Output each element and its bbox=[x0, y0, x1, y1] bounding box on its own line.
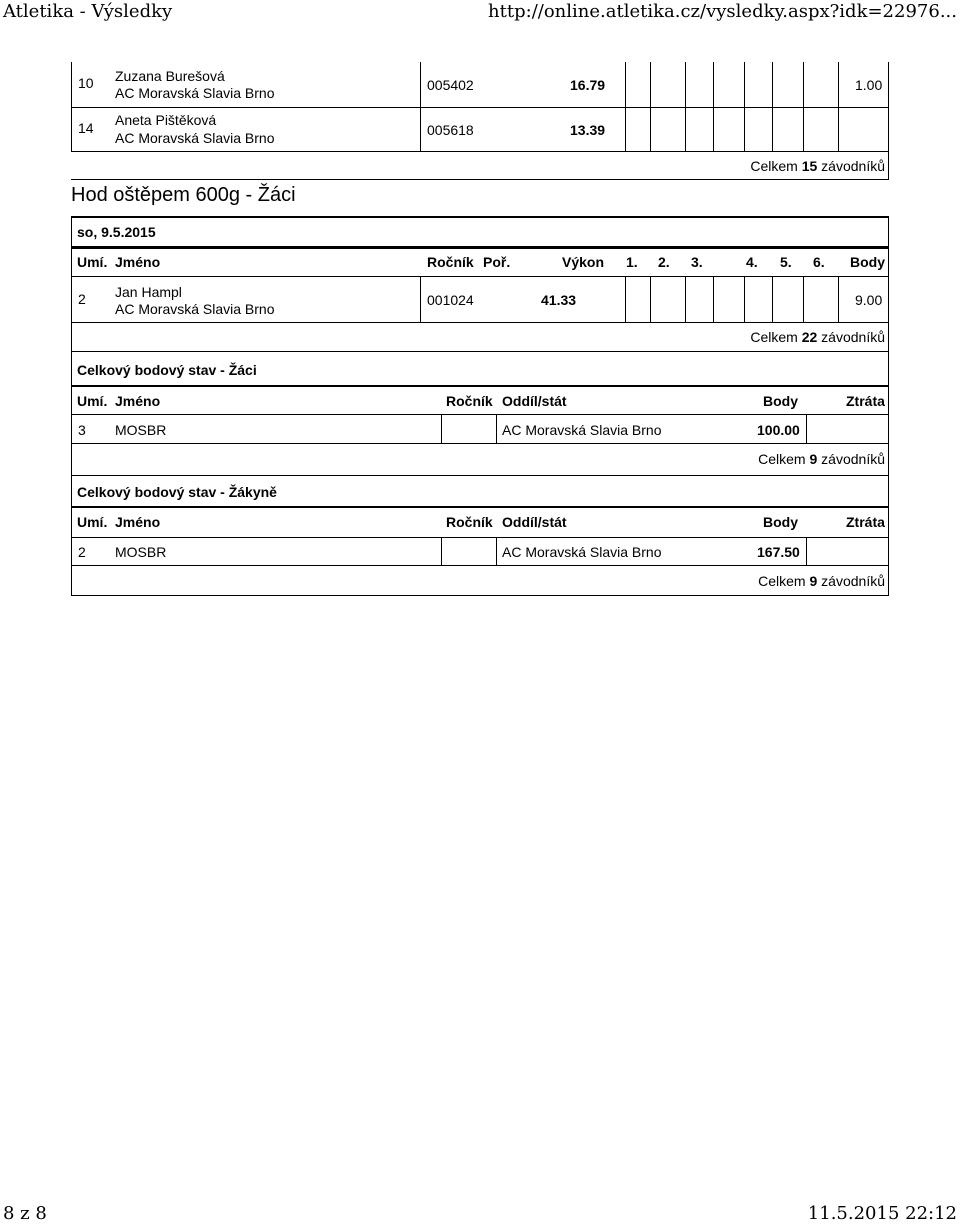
col-points: Body bbox=[763, 514, 798, 530]
athlete-name: Zuzana Burešová bbox=[115, 68, 225, 84]
points-cell: 100.00 bbox=[757, 422, 800, 438]
col-attempt-4: 4. bbox=[746, 254, 758, 270]
print-header bbox=[0, 0, 960, 24]
year-cell: 005402 bbox=[427, 77, 474, 93]
col-name: Jméno bbox=[115, 514, 161, 530]
print-title: Atletika - Výsledky bbox=[3, 1, 173, 22]
col-points: Body bbox=[763, 393, 798, 409]
print-url[interactable]: http://online.atletika.cz/vysledky.aspx?idk=22976... bbox=[488, 1, 957, 22]
year-cell: 005618 bbox=[427, 122, 474, 138]
rank-cell: 3 bbox=[78, 422, 86, 438]
athlete-name: Jan Hampl bbox=[115, 284, 182, 300]
rank-cell: 10 bbox=[78, 75, 94, 91]
col-name: Jméno bbox=[115, 393, 161, 409]
print-footer bbox=[0, 1203, 960, 1223]
col-points: Body bbox=[850, 254, 885, 270]
col-attempt-6: 6. bbox=[813, 254, 825, 270]
result-cell: 41.33 bbox=[541, 292, 577, 308]
athlete-name: Aneta Pištěková bbox=[115, 112, 217, 128]
athlete-club: AC Moravská Slavia Brno bbox=[115, 301, 275, 317]
col-result: Výkon bbox=[562, 254, 605, 270]
event-date: so, 9.5.2015 bbox=[77, 224, 156, 240]
points-cell: 9.00 bbox=[855, 292, 883, 308]
page-number: 8 z 8 bbox=[3, 1203, 47, 1224]
col-name: Jméno bbox=[115, 254, 161, 270]
discipline-title: Hod oštěpem 600g - Žáci bbox=[71, 184, 296, 206]
team-name: MOSBR bbox=[115, 544, 167, 560]
total-count: Celkem 22 závodníků bbox=[750, 329, 885, 345]
col-loss: Ztráta bbox=[846, 514, 885, 530]
col-year: Ročník bbox=[427, 254, 474, 270]
col-loss: Ztráta bbox=[846, 393, 885, 409]
col-year: Ročník bbox=[446, 514, 493, 530]
col-order: Poř. bbox=[483, 254, 511, 270]
athlete-club: AC Moravská Slavia Brno bbox=[115, 130, 275, 146]
athlete-club: AC Moravská Slavia Brno bbox=[115, 85, 275, 101]
year-cell: 001024 bbox=[427, 292, 474, 308]
col-year: Ročník bbox=[446, 393, 493, 409]
col-club: Oddíl/stát bbox=[502, 514, 567, 530]
col-attempt-2: 2. bbox=[658, 254, 670, 270]
col-rank: Umí. bbox=[77, 393, 108, 409]
result-cell: 13.39 bbox=[570, 122, 606, 138]
col-club: Oddíl/stát bbox=[502, 393, 567, 409]
team-title: Celkový bodový stav - Žákyně bbox=[77, 484, 277, 500]
print-datetime: 11.5.2015 22:12 bbox=[807, 1203, 957, 1224]
total-count: Celkem 9 závodníků bbox=[758, 451, 885, 467]
team-title: Celkový bodový stav - Žáci bbox=[77, 362, 257, 378]
team-name: MOSBR bbox=[115, 422, 167, 438]
col-attempt-1: 1. bbox=[626, 254, 638, 270]
col-attempt-3: 3. bbox=[691, 254, 703, 270]
col-attempt-5: 5. bbox=[780, 254, 792, 270]
rank-cell: 2 bbox=[78, 544, 86, 560]
club-cell: AC Moravská Slavia Brno bbox=[502, 544, 662, 560]
points-cell: 1.00 bbox=[855, 77, 883, 93]
total-count: Celkem 9 závodníků bbox=[758, 573, 885, 589]
club-cell: AC Moravská Slavia Brno bbox=[502, 422, 662, 438]
rank-cell: 2 bbox=[78, 291, 86, 307]
points-cell: 167.50 bbox=[757, 544, 800, 560]
result-cell: 16.79 bbox=[570, 77, 606, 93]
col-rank: Umí. bbox=[77, 514, 108, 530]
col-rank: Umí. bbox=[77, 254, 108, 270]
rank-cell: 14 bbox=[78, 120, 94, 136]
total-count: Celkem 15 závodníků bbox=[750, 158, 885, 174]
